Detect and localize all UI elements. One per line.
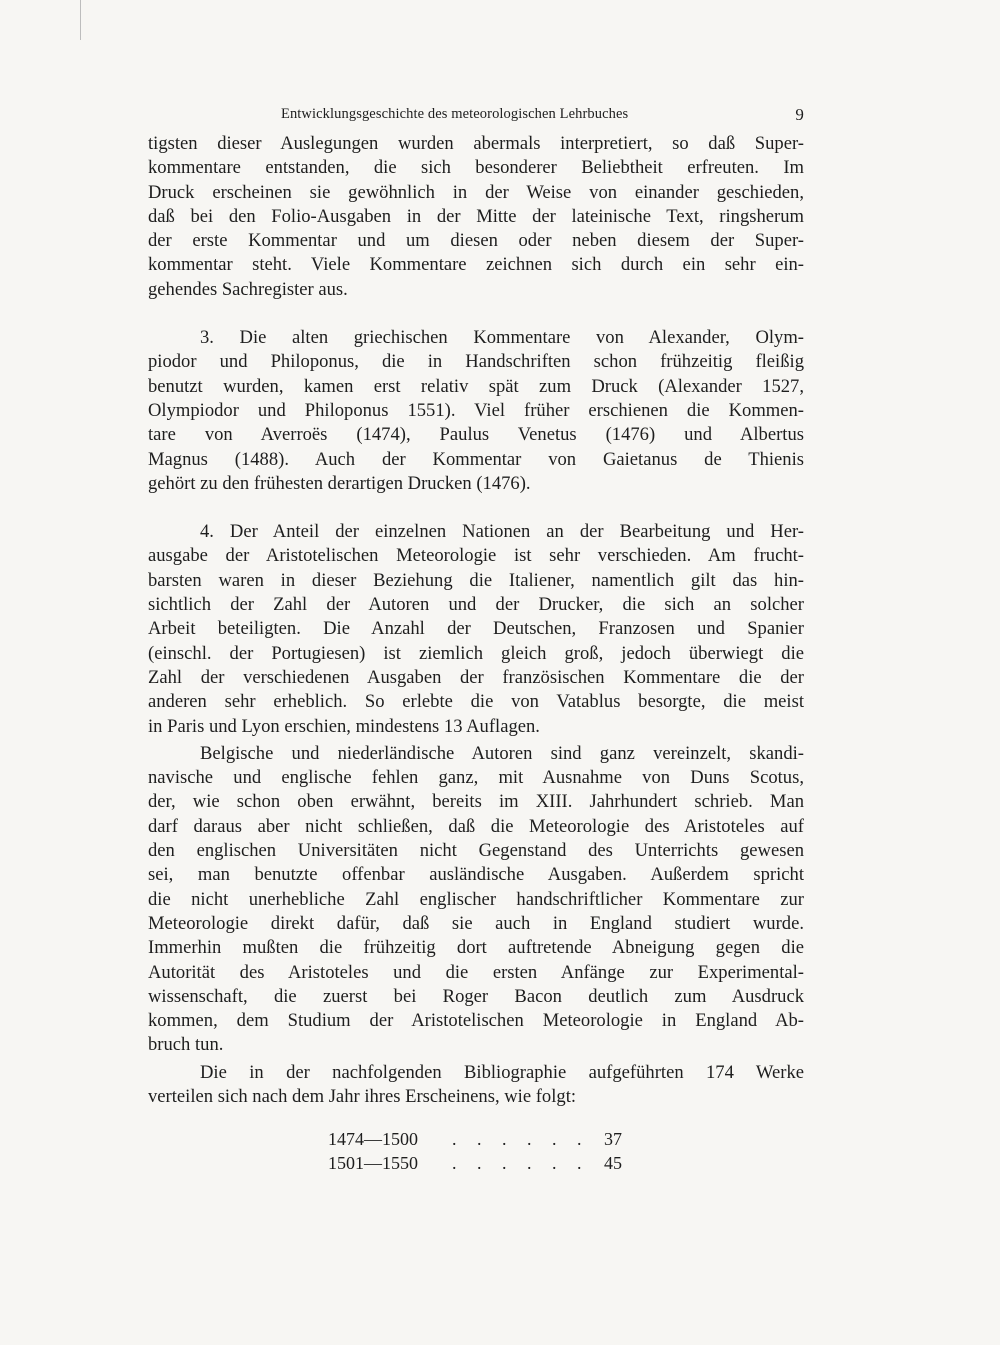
document-page (148, 104, 804, 1179)
text-line: daß bei den Folio-Ausgaben in der Mitte der lateinische Text, ringsherum (148, 205, 804, 227)
text-line: ausgabe der Aristotelischen Meteorologie ist sehr verschieden. Am frucht- (148, 545, 804, 567)
text-line: der erste Kommentar und um diesen oder neben diesem der Super- (148, 230, 804, 252)
text-line: (einschl. der Portugiesen) ist ziemlich gleich groß, jedoch überwiegt die (148, 642, 804, 664)
text-line: Arbeit beteiligten. Die Anzahl der Deutschen, Franzosen und Spanier (148, 618, 804, 640)
text-line: kommentar steht. Viele Kommentare zeichnen sich durch ein sehr ein- (148, 254, 804, 276)
paragraph-bibliographie (148, 1061, 804, 1110)
text-line: wissenschaft, die zuerst bei Roger Bacon deutlich zum Ausdruck (148, 985, 804, 1007)
text-line: anderen sehr erheblich. So erlebte die von Vatablus besorgte, die meist (148, 691, 804, 713)
paragraph-belgische (148, 742, 804, 1058)
text-line: Zahl der verschiedenen Ausgaben der französischen Kommentare die der (148, 666, 804, 688)
text-line: 4. Der Anteil der einzelnen Nationen an der Bearbeitung und Her- (200, 521, 804, 543)
text-line: gehendes Sachregister aus. (148, 278, 348, 300)
text-line: Magnus (1488). Auch der Kommentar von Gaietanus de Thienis (148, 448, 804, 470)
text-line: kommen, dem Studium der Aristotelischen Meteorologie in England Ab- (148, 1010, 804, 1032)
text-line: Immerhin mußten die frühzeitig dort auftretende Abneigung gegen die (148, 937, 804, 959)
table-row (328, 1153, 628, 1177)
paragraph-section-4 (148, 520, 804, 739)
paragraph-section-3 (148, 326, 804, 496)
text-line: Olympiodor und Philoponus 1551). Viel früher erschienen die Kommen- (148, 399, 804, 421)
text-line: Meteorologie direkt dafür, daß sie auch in England studiert wurde. (148, 912, 804, 934)
text-line: darf daraus aber nicht schließen, daß die Meteorologie des Aristoteles auf (148, 815, 804, 837)
leader-dots: . . . . . . (452, 1129, 590, 1150)
text-line: gehört zu den frühesten derartigen Drucken (1476). (148, 472, 531, 494)
text-line: piodor und Philoponus, die in Handschriften schon frühzeitig fleißig (148, 351, 804, 373)
page-number: 9 (795, 105, 804, 124)
text-line: 3. Die alten griechischen Kommentare von Alexander, Olym- (200, 327, 804, 349)
text-line: die nicht unerhebliche Zahl englischer handschriftlicher Kommentare zur (148, 888, 804, 910)
text-line: benutzt wurden, kamen erst relativ spät zum Druck (Alexander 1527, (148, 375, 804, 397)
text-line: tigsten dieser Auslegungen wurden abermals interpretiert, so daß Super- (148, 133, 804, 154)
work-count: 37 (604, 1129, 622, 1150)
text-line: Autorität des Aristoteles und die ersten Anfänge zur Experimental- (148, 961, 804, 983)
text-line: in Paris und Lyon erschien, mindestens 13 Auflagen. (148, 715, 540, 737)
text-line: verteilen sich nach dem Jahr ihres Erscheinens, wie folgt: (148, 1085, 577, 1107)
text-line: sei, man benutzte offenbar ausländische Ausgaben. Außerdem spricht (148, 864, 804, 886)
text-line: bruch tun. (148, 1034, 224, 1056)
text-line: barsten waren in dieser Beziehung die Italiener, namentlich gilt das hin- (148, 569, 804, 591)
text-line: Belgische und niederländische Autoren sind ganz vereinzelt, skandi- (200, 742, 804, 764)
text-line: sichtlich der Zahl der Autoren und der Drucker, die sich an solcher (148, 594, 804, 616)
text-line: Die in der nachfolgenden Bibliographie aufgeführten 174 Werke (200, 1061, 804, 1083)
running-head (148, 104, 804, 132)
paragraph-superkommentare (148, 132, 804, 302)
text-line: den englischen Universitäten nicht Gegenstand des Unterrichts gewesen (148, 840, 804, 862)
year-range: 1501—1550 (328, 1153, 418, 1174)
work-count: 45 (604, 1153, 622, 1174)
margin-rule-mark (80, 0, 81, 40)
text-line: navische und englische fehlen ganz, mit Ausnahme von Duns Scotus, (148, 767, 804, 789)
running-title: Entwicklungsgeschichte des meteorologischen Lehrbuches (281, 106, 629, 122)
text-line: der, wie schon oben erwähnt, bereits im XIII. Jahrhundert schrieb. Man (148, 791, 804, 813)
text-line: Druck erscheinen sie gewöhnlich in der Weise von einander geschieden, (148, 181, 804, 203)
table-row (328, 1129, 628, 1153)
year-distribution-table (148, 1119, 804, 1179)
year-range: 1474—1500 (328, 1129, 418, 1150)
text-line: tare von Averroës (1474), Paulus Venetus (1476) und Albertus (148, 424, 804, 446)
leader-dots: . . . . . . (452, 1153, 590, 1174)
text-line: kommentare entstanden, die sich besonderer Beliebtheit erfreuten. Im (148, 157, 804, 179)
